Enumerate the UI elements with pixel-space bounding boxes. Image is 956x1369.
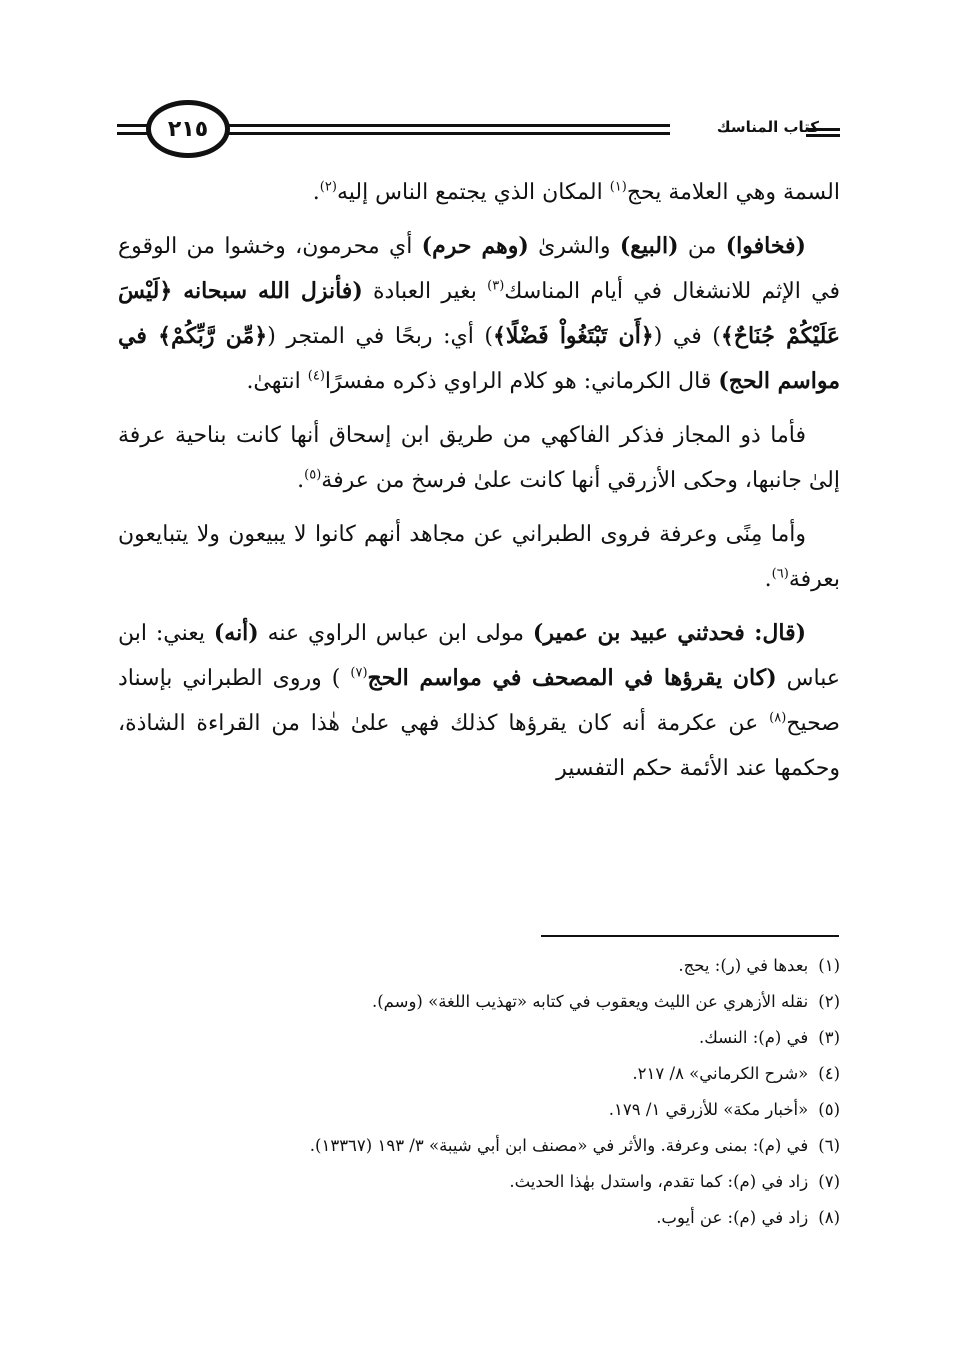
text: . bbox=[297, 468, 305, 493]
footnote-ref: (٢) bbox=[319, 179, 337, 195]
main-text bbox=[118, 170, 840, 800]
footnote-number: (١) bbox=[818, 956, 840, 975]
text: والشرىٰ bbox=[528, 234, 620, 259]
footnote-number: (٣) bbox=[818, 1028, 840, 1047]
text: . bbox=[312, 180, 320, 205]
footnote-number: (٤) bbox=[818, 1064, 840, 1083]
text: قال الكرماني: هو كلام الراوي ذكره مفسرًا bbox=[324, 369, 719, 394]
footnote-text: بعدها في (ر): يحج. bbox=[678, 956, 809, 975]
text: المكان الذي يجتمع الناس إليه bbox=[336, 180, 610, 205]
bold-text: (فأنزل الله سبحانه ﴿لَيْسَ عَلَيْكُمْ جُنَاحٌ﴾ bbox=[118, 278, 840, 349]
footnote-ref: (٦) bbox=[771, 566, 789, 582]
footnote-text: زاد في (م): كما تقدم، واستدل بهٰذا الحديث. bbox=[509, 1172, 809, 1191]
footnote-text: في (م): النسك. bbox=[699, 1028, 809, 1047]
text: وأما مِنًى وعرفة فروى الطبراني عن مجاهد أنهم كانوا لا يبيعون ولا يتبايعون بعرفة bbox=[118, 522, 840, 592]
text: مولى ابن عباس الراوي عنه bbox=[258, 621, 533, 646]
page-number: ٢١٥ bbox=[146, 100, 230, 158]
paragraph bbox=[118, 512, 840, 602]
bold-text: (قال: فحدثني عبيد بن عمير) bbox=[532, 620, 807, 646]
footnotes bbox=[118, 948, 840, 1236]
footnote-ref: (٤) bbox=[307, 368, 325, 384]
text: ) أي: ربحًا في المتجر ( bbox=[267, 324, 493, 349]
bold-text: ﴿مِّن رَّبِّكُمْ﴾ في مواسم الحج) bbox=[118, 323, 840, 394]
footnote-text: نقله الأزهري عن الليث ويعقوب في كتابه «تهذيب اللغة» (وسم). bbox=[371, 992, 809, 1011]
footnote-number: (٦) bbox=[818, 1136, 840, 1155]
running-title: كتاب المناسك bbox=[716, 118, 819, 136]
footnote-text: في (م): بمنى وعرفة. والأثر في «مصنف ابن أبي شيبة» ٣/ ١٩٣ (١٣٣٦٧). bbox=[309, 1136, 809, 1155]
text: يعني: ابن عباس bbox=[118, 621, 840, 691]
footnote bbox=[118, 1164, 840, 1200]
bold-text: (وهم حرم) bbox=[421, 233, 529, 259]
header-rule-middle-top bbox=[224, 124, 670, 127]
header-rule-middle-bottom bbox=[224, 132, 670, 135]
footnote-ref: (٧) bbox=[350, 665, 368, 681]
text: ) في ( bbox=[653, 324, 721, 349]
footnote-ref: (٥) bbox=[304, 467, 322, 483]
paragraph bbox=[118, 224, 840, 404]
text: أي محرمون، وخشوا من الوقوع في الإثم للانشغال في أيام المناسك bbox=[118, 234, 841, 304]
footnote-text: «أخبار مكة» للأزرقي ١/ ١٧٩. bbox=[608, 1100, 809, 1119]
paragraph bbox=[118, 170, 840, 215]
footnote-number: (٢) bbox=[818, 992, 840, 1011]
footnote bbox=[118, 1020, 840, 1056]
text: بغير العبادة bbox=[362, 279, 488, 304]
footnote-text: «شرح الكرماني» ٨/ ٢١٧. bbox=[632, 1064, 809, 1083]
text: . bbox=[764, 567, 772, 592]
footnote bbox=[118, 1056, 840, 1092]
footnote bbox=[118, 984, 840, 1020]
bold-text: (البيع) bbox=[619, 233, 679, 259]
footnote bbox=[118, 1200, 840, 1236]
bold-text: (أنه) bbox=[213, 620, 259, 646]
text: ) وروى الطبراني بإسناد صحيح bbox=[118, 666, 840, 736]
footnote bbox=[118, 1128, 840, 1164]
paragraph bbox=[118, 611, 840, 791]
text: من bbox=[678, 234, 726, 259]
footnote bbox=[118, 948, 840, 984]
text: السمة وهي العلامة يحج bbox=[626, 180, 840, 205]
footnote-ref: (١) bbox=[609, 179, 627, 195]
footnote-ref: (٨) bbox=[769, 710, 787, 726]
footnote-separator bbox=[541, 935, 839, 937]
footnote-ref: (٣) bbox=[487, 278, 505, 294]
footnote-text: زاد في (م): عن أيوب. bbox=[656, 1208, 809, 1227]
paragraph bbox=[118, 413, 840, 503]
bold-text: ﴿أَن تَبْتَغُواْ فَضْلًا﴾ bbox=[492, 323, 654, 349]
bold-text: (كان يقرؤها في المصحف في مواسم الحج bbox=[367, 665, 777, 691]
footnote-number: (٥) bbox=[818, 1100, 840, 1119]
text: انتهىٰ. bbox=[246, 369, 308, 394]
footnote-number: (٧) bbox=[818, 1172, 840, 1191]
text: عن عكرمة أنه كان يقرؤها كذلك فهي علىٰ هٰذا من القراءة الشاذة، وحكمها عند الأئمة حكم التفسير bbox=[118, 711, 840, 781]
bold-text: (فخافوا) bbox=[725, 233, 806, 259]
footnote bbox=[118, 1092, 840, 1128]
footnote-number: (٨) bbox=[818, 1208, 840, 1227]
text: فأما ذو المجاز فذكر الفاكهي من طريق ابن إسحاق أنها كانت بناحية عرفة إلىٰ جانبها، وحكى الأزرقي أنها كانت علىٰ فرسخ من عرفة bbox=[118, 423, 840, 493]
